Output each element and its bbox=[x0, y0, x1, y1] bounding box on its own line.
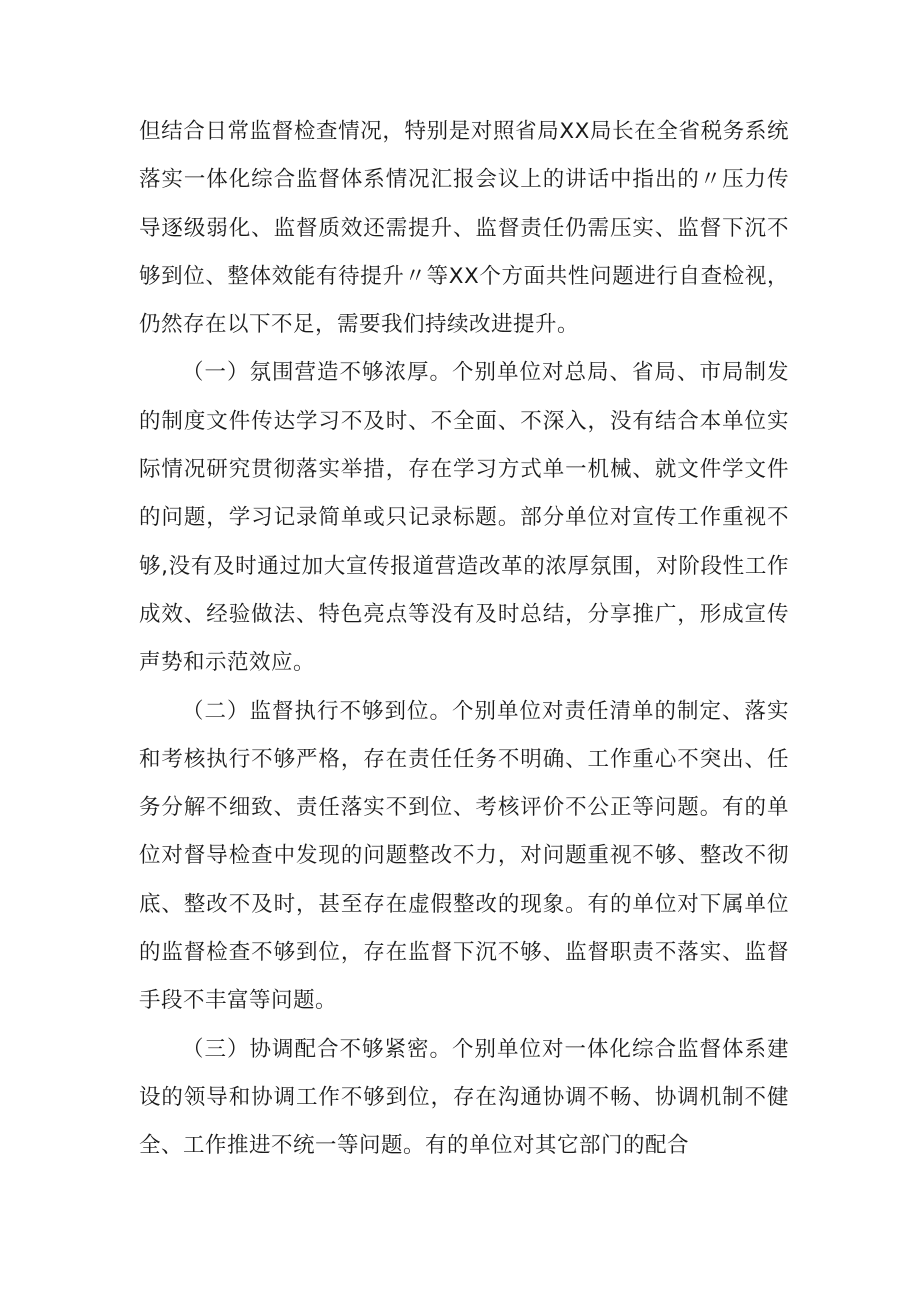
paragraph-section-2: （二）监督执行不够到位。个别单位对责任清单的制定、落实和考核执行不够严格，存在责任任务不明确、工作重心不突出、任务分解不细致、责任落实不到位、考核评价不公正等问题。有的单位对督导检查中发现的问题整改不力，对问题重视不够、整改不彻底、整改不及时，甚至存在虚假整改的现象。有的单位对下属单位的监督检查不够到位，存在监督下沉不够、监督职责不落实、监督手段不丰富等问题。 bbox=[139, 698, 789, 1014]
paragraph-section-3: （三）协调配合不够紧密。个别单位对一体化综合监督体系建设的领导和协调工作不够到位，存在沟通协调不畅、协调机制不健全、工作推进不统一等问题。有的单位对其它部门的配合 bbox=[139, 1036, 789, 1159]
paragraph-section-1: （一）氛围营造不够浓厚。个别单位对总局、省局、市局制发的制度文件传达学习不及时、不全面、不深入，没有结合本单位实际情况研究贯彻落实举措，存在学习方式单一机械、就文件学文件的问题，学习记录简单或只记录标题。部分单位对宣传工作重视不够,没有及时通过加大宣传报道营造改革的浓厚氛围，对阶段性工作成效、经验做法、特色亮点等没有及时总结，分享推广，形成宣传声势和示范效应。 bbox=[139, 360, 789, 676]
paragraph-intro: 但结合日常监督检查情况，特别是对照省局XX局长在全省税务系统落实一体化综合监督体系情况汇报会议上的讲话中指出的〃压力传导逐级弱化、监督质效还需提升、监督责任仍需压实、监督下沉不够到位、整体效能有待提升〃等XX个方面共性问题进行自查检视，仍然存在以下不足，需要我们持续改进提升。 bbox=[139, 119, 789, 338]
document-body bbox=[139, 108, 789, 1171]
